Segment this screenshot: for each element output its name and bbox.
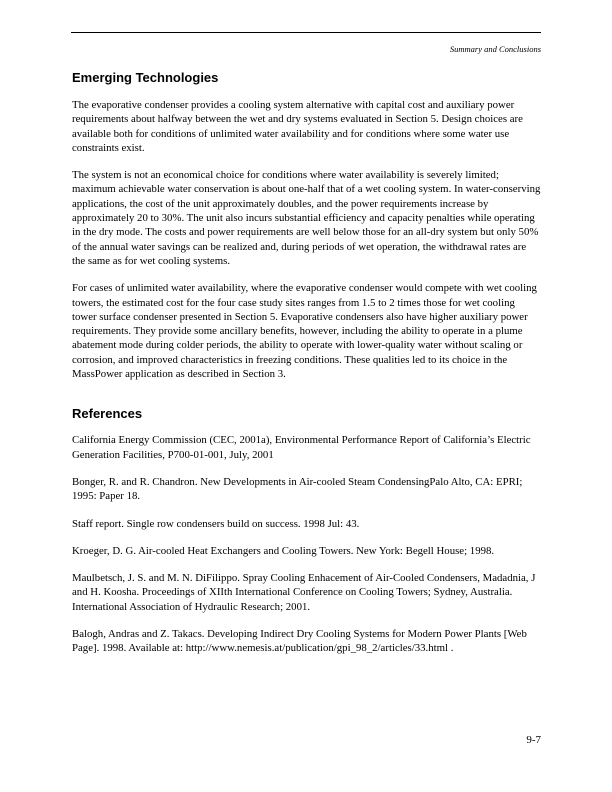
running-header: Summary and Conclusions	[449, 44, 541, 54]
reference-item: Maulbetsch, J. S. and M. N. DiFilippo. Spray Cooling Enhacement of Air-Cooled Condensers, Madadnia, J and H. Koosha. Proceedings of XIIth International Conference on Cooling Towers; Sydney, Australia. International Association of Hydraulic Research; 2001.	[72, 572, 536, 613]
paragraph: The evaporative condenser provides a cooling system alternative with capital cost and auxiliary power requirements about halfway between the wet and dry systems evaluated in Section 5. Design choices are available both for conditions of unlimited water availability and for conditions where some water use constraints exist.	[72, 99, 523, 154]
section-heading-references: References	[72, 406, 143, 422]
paragraph: The system is not an economical choice for conditions where water availability is severely limited; maximum achievable water conservation is about one-half that of a wet cooling system. In water-conserving applications, the cost of the unit approximately doubles, and the power requirements increase by approximately 20 to 30%. The unit also incurs substantial efficiency and capacity penalties while operating in the dry mode. The costs and power requirements are well below those for an all-dry system but only 50% of the annual water savings can be realized and, during periods of wet operation, the withdrawal rates are the same as for wet cooling systems.	[72, 169, 541, 267]
reference-item: Staff report. Single row condensers build on success. 1998 Jul: 43.	[72, 517, 360, 530]
reference-item: Balogh, Andras and Z. Takacs. Developing Indirect Dry Cooling Systems for Modern Power Plants [Web Page]. 1998. Available at: http://www.nemesis.at/publication/gpi_98_2/articles/33.html .	[72, 628, 527, 655]
reference-item: Kroeger, D. G. Air-cooled Heat Exchangers and Cooling Towers. New York: Begell House; 1998.	[72, 544, 495, 557]
page-number: 9-7	[526, 734, 541, 746]
header-rule	[71, 32, 541, 33]
reference-item: Bonger, R. and R. Chandron. New Developments in Air-cooled Steam CondensingPalo Alto, CA: EPRI; 1995: Paper 18.	[72, 475, 523, 503]
paragraph: For cases of unlimited water availability, where the evaporative condenser would compete with wet cooling towers, the estimated cost for the four case study sites ranges from 1.5 to 2 times those for wet cooling tower surface condenser presented in Section 5. Evaporative condensers also have higher auxiliary power requirements. They provide some ancillary benefits, however, including the ability to operate in a plume abatement mode during colder periods, the ability to operate with lower-quality water without scaling or corrosion, and improved characteristics in freezing conditions. These qualities led to its choice in the MassPower application as described in Section 3.	[72, 282, 537, 381]
reference-item: California Energy Commission (CEC, 2001a), Environmental Performance Report of California’s Electric Generation Facilities, P700-01-001, July, 2001	[72, 434, 531, 461]
section-heading-emerging-technologies: Emerging Technologies	[72, 70, 219, 85]
page-body	[72, 70, 542, 669]
